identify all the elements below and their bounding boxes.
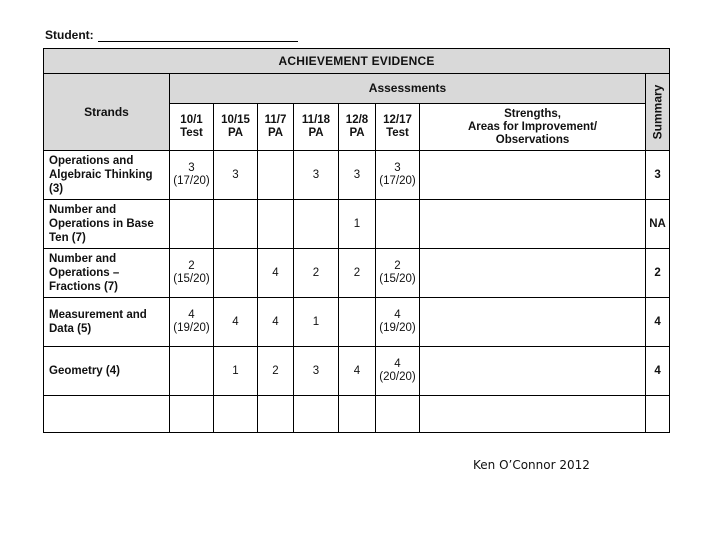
strand-name xyxy=(44,249,170,298)
text-line: 2 xyxy=(353,266,361,279)
text-line: 4 xyxy=(353,364,361,377)
assessment-score xyxy=(214,298,258,347)
summary-header xyxy=(646,74,670,151)
strand-name xyxy=(44,200,170,249)
text-line: Operations and xyxy=(49,155,134,167)
assessment-score xyxy=(294,347,339,396)
assessment-score xyxy=(258,298,294,347)
text-line: (20/20) xyxy=(379,371,416,383)
assessment-column-header xyxy=(376,104,420,151)
assessment-column-header xyxy=(258,104,294,151)
text-line: 3 xyxy=(312,168,320,181)
strand-name xyxy=(44,151,170,200)
text-line: Observations xyxy=(495,133,570,146)
observations-cell xyxy=(420,249,646,298)
text-line: Data (5) xyxy=(49,323,92,335)
assessment-score xyxy=(258,347,294,396)
observations-cell xyxy=(420,347,646,396)
strand-row xyxy=(44,298,670,347)
assessment-score xyxy=(170,151,214,200)
text-line: 4 xyxy=(232,315,239,328)
text-line: (19/20) xyxy=(379,322,416,334)
assessment-score xyxy=(376,151,420,200)
assessment-type: PA xyxy=(227,127,244,139)
text-line: 2 xyxy=(312,266,320,279)
strand-row xyxy=(44,151,670,200)
assessment-score xyxy=(258,249,294,298)
text-line: 2 xyxy=(188,260,195,272)
summary-score: NA xyxy=(646,200,670,249)
strand-name xyxy=(44,298,170,347)
assessment-date: 11/7 xyxy=(264,114,287,126)
assessment-score xyxy=(376,298,420,347)
strand-row xyxy=(44,249,670,298)
assessment-column-header xyxy=(170,104,214,151)
text-line: 1 xyxy=(232,364,239,377)
text-line: 4 xyxy=(272,315,279,328)
text-line: (17/20) xyxy=(379,175,416,187)
text-line: 4 xyxy=(394,358,401,370)
assessment-score xyxy=(170,298,214,347)
assessment-type: PA xyxy=(267,127,284,139)
text-line: Geometry (4) xyxy=(49,365,120,377)
text-line: 4 xyxy=(272,266,279,279)
assessment-score xyxy=(294,298,339,347)
strand-row xyxy=(44,347,670,396)
summary-score: 4 xyxy=(646,298,670,347)
text-line: Areas for Improvement/ xyxy=(467,120,598,133)
strands-header: Strands xyxy=(44,74,170,151)
text-line: 3 xyxy=(188,162,195,174)
strand-row xyxy=(44,200,670,249)
text-line: (19/20) xyxy=(173,322,210,334)
assessment-date: 10/1 xyxy=(180,114,203,126)
assessment-date: 11/18 xyxy=(301,114,331,126)
text-line: Number and xyxy=(49,204,117,216)
assessment-score xyxy=(258,151,294,200)
text-line: (17/20) xyxy=(173,175,210,187)
text-line: 3 xyxy=(394,162,401,174)
assessment-score xyxy=(339,200,376,249)
summary-score: 2 xyxy=(646,249,670,298)
text-line: 1 xyxy=(353,217,361,230)
text-line: 4 xyxy=(394,309,401,321)
observations-cell xyxy=(420,298,646,347)
assessment-score xyxy=(258,200,294,249)
assessment-date: 12/8 xyxy=(345,114,369,126)
text-line: 3 xyxy=(312,364,320,377)
assessment-score xyxy=(214,200,258,249)
assessment-type: Test xyxy=(386,127,409,139)
assessment-score xyxy=(214,347,258,396)
text-line: Measurement and xyxy=(49,309,147,321)
summary-score: 4 xyxy=(646,347,670,396)
assessment-score xyxy=(339,151,376,200)
assessment-score xyxy=(170,249,214,298)
assessment-score xyxy=(339,347,376,396)
text-line: (15/20) xyxy=(173,273,210,285)
assessment-score xyxy=(170,200,214,249)
text-line: Fractions (7) xyxy=(49,281,119,293)
assessment-score xyxy=(376,200,420,249)
summary-score: 3 xyxy=(646,151,670,200)
text-line: (3) xyxy=(49,183,64,195)
observations-header xyxy=(420,104,646,151)
assessment-type: PA xyxy=(308,127,324,139)
text-line: Operations in Base xyxy=(49,218,154,230)
credit-text: Ken O’Connor 2012 xyxy=(473,458,590,472)
assessment-score xyxy=(214,151,258,200)
assessment-score xyxy=(376,249,420,298)
text-line: 2 xyxy=(272,364,279,377)
assessment-score xyxy=(339,298,376,347)
assessment-column-header xyxy=(339,104,376,151)
text-line: Number and xyxy=(49,253,117,265)
assessments-header: Assessments xyxy=(170,74,646,104)
assessment-column-header xyxy=(214,104,258,151)
achievement-evidence-table xyxy=(43,48,670,433)
text-line: Operations – xyxy=(49,267,120,279)
text-line: Ten (7) xyxy=(49,232,86,244)
assessment-date: 10/15 xyxy=(221,114,250,126)
text-line: Strengths, xyxy=(504,107,561,120)
strand-name xyxy=(44,347,170,396)
text-line: 3 xyxy=(353,168,361,181)
text-line: 4 xyxy=(188,309,195,321)
assessment-date: 12/17 xyxy=(383,114,412,126)
empty-row xyxy=(44,396,670,433)
student-label: Student: xyxy=(45,28,94,42)
assessment-score xyxy=(294,200,339,249)
assessment-column-header xyxy=(294,104,339,151)
text-line: 1 xyxy=(312,315,320,328)
assessment-score xyxy=(294,151,339,200)
assessment-score xyxy=(294,249,339,298)
assessment-type: PA xyxy=(349,127,365,139)
summary-header-label: Summary xyxy=(650,84,665,140)
assessment-score xyxy=(214,249,258,298)
observations-cell xyxy=(420,151,646,200)
text-line: 3 xyxy=(232,168,239,181)
assessment-type: Test xyxy=(180,127,203,139)
assessment-score xyxy=(170,347,214,396)
student-field xyxy=(45,28,298,42)
assessment-score xyxy=(376,347,420,396)
text-line: 2 xyxy=(394,260,401,272)
assessment-score xyxy=(339,249,376,298)
text-line: (15/20) xyxy=(379,273,416,285)
achievement-evidence-title: ACHIEVEMENT EVIDENCE xyxy=(44,49,670,74)
observations-cell xyxy=(420,200,646,249)
text-line: Algebraic Thinking xyxy=(49,169,153,181)
student-name-line xyxy=(98,29,298,42)
